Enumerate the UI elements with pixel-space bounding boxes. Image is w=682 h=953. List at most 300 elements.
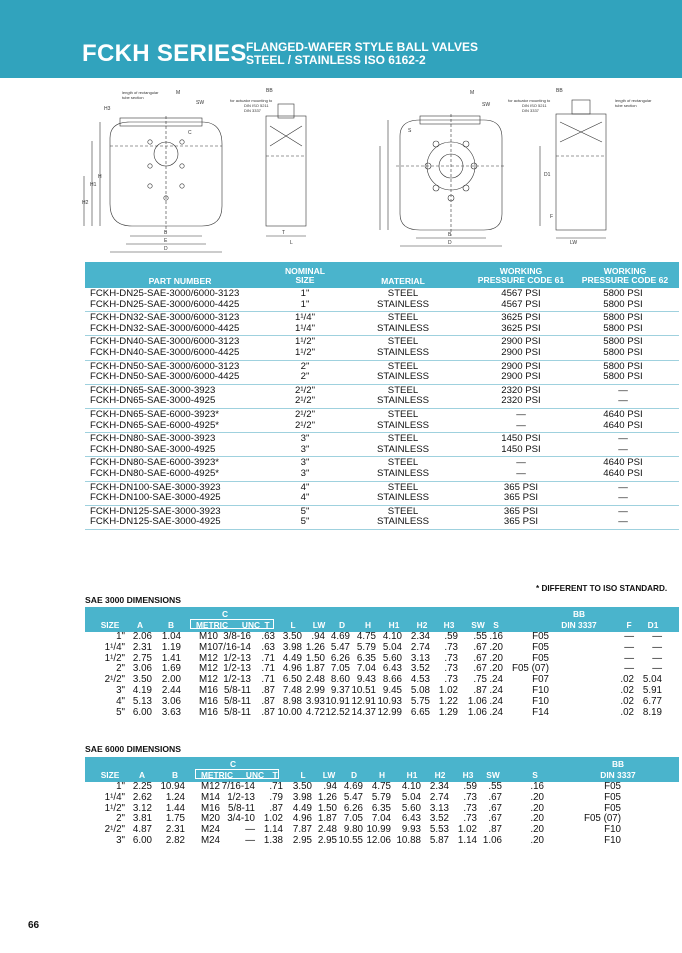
material: STEEL — [387, 408, 419, 420]
cell-d: 5.47 — [343, 791, 363, 803]
cell-d: 4.69 — [343, 781, 363, 792]
dim-sw: SW — [196, 100, 205, 106]
cell-unc: 7/16-14 — [221, 781, 255, 792]
cell-metric: M10 — [198, 641, 218, 653]
material: STAINLESS — [376, 492, 430, 504]
pressure-code-61: 2320 PSI — [501, 395, 541, 407]
cell-unc: 1/2-13 — [223, 674, 251, 686]
cell-lw: .94 — [311, 631, 325, 642]
pressure-code-62: 5800 PSI — [603, 346, 643, 358]
cell-h1: 9.93 — [401, 824, 421, 836]
dim-b-right: B — [448, 232, 452, 238]
cell-unc: 3/8-16 — [223, 631, 251, 642]
nominal-size: 1¹/2" — [295, 346, 315, 358]
cell-metric: M24 — [200, 834, 220, 846]
cell-unc: 1/2-13 — [227, 791, 255, 803]
left-side-view — [266, 104, 306, 236]
material: STAINLESS — [376, 443, 430, 455]
header-h: H — [364, 620, 372, 630]
parts-table-body — [85, 288, 679, 530]
cell-d1: 8.19 — [642, 706, 662, 718]
cell-a: 3.81 — [132, 813, 152, 825]
cell-h2: 5.75 — [410, 695, 430, 707]
sae3000-body — [85, 632, 679, 718]
cell-f: — — [624, 641, 634, 653]
iso-note: * DIFFERENT TO ISO STANDARD. — [536, 584, 668, 593]
cell-h: 12.06 — [366, 834, 391, 846]
part-number: FCKH-DN80-SAE-3000-4925 — [90, 443, 216, 455]
cell-a: 2.25 — [132, 781, 152, 792]
cell-sw: .87 — [488, 824, 502, 836]
cell-h2: 2.34 — [410, 631, 430, 642]
left-note-2: tube section — [122, 95, 144, 100]
material: STEEL — [387, 433, 419, 445]
dim-bb-left: BB — [266, 88, 273, 94]
cell-d1: 6.77 — [642, 695, 662, 707]
part-group — [85, 506, 679, 530]
nominal-size: 1" — [300, 288, 310, 299]
material: STAINLESS — [376, 371, 430, 383]
cell-bb: F10 — [532, 695, 549, 707]
part-group — [85, 288, 679, 312]
cell-h: 4.75 — [371, 781, 391, 792]
cell-t: .87 — [261, 706, 275, 718]
part-group — [85, 361, 679, 385]
pressure-code-62: 5800 PSI — [603, 312, 643, 324]
cell-h3: 1.14 — [457, 834, 477, 846]
sae6000-table — [85, 757, 679, 847]
cell-sw: .75 — [473, 674, 487, 686]
cell-size: 3" — [116, 684, 125, 696]
right-side-body — [556, 114, 606, 230]
pressure-code-62: 5800 PSI — [603, 298, 643, 310]
cell-lw: 2.48 — [317, 824, 337, 836]
cell-bb: F05 (07) — [583, 813, 621, 825]
header-metric: METRIC — [200, 770, 234, 780]
table-row — [85, 348, 679, 359]
nominal-size: 1¹/4" — [295, 312, 315, 324]
header-din3337: DIN 3337 — [561, 620, 597, 630]
cell-t: .63 — [261, 631, 275, 642]
cell-bb: F05 (07) — [511, 663, 549, 675]
cell-h: 7.04 — [371, 813, 391, 825]
part-number: FCKH-DN40-SAE-3000/6000-3123 — [90, 336, 240, 348]
table-row — [85, 372, 679, 383]
cell-unc: — — [245, 834, 255, 846]
cell-metric: M12 — [200, 781, 220, 792]
cell-bb: F14 — [532, 706, 549, 718]
pressure-code-62: 5800 PSI — [603, 336, 643, 348]
header-wp62-2: PRESSURE CODE 62 — [581, 275, 669, 285]
cell-sw: .67 — [488, 813, 502, 825]
cell-h1: 10.93 — [377, 695, 402, 707]
nominal-size: 2¹/2" — [295, 408, 315, 420]
cell-h: 6.35 — [371, 802, 391, 814]
page-header — [0, 0, 682, 78]
cell-unc: 5/8-11 — [223, 706, 251, 718]
cell-h1: 8.66 — [382, 674, 402, 686]
nominal-size: 4" — [300, 492, 310, 504]
cell-d1: 5.91 — [642, 684, 662, 696]
part-number: FCKH-DN32-SAE-3000/6000-3123 — [90, 312, 240, 324]
cell-h3: 1.22 — [438, 695, 458, 707]
cell-h3: 1.02 — [457, 824, 477, 836]
dim-d-right: D — [448, 240, 452, 246]
pressure-code-61: 2900 PSI — [501, 336, 541, 348]
cell-l: 4.49 — [282, 652, 302, 664]
cell-lw: .94 — [323, 781, 337, 792]
cell-d: 6.26 — [330, 652, 350, 664]
cell-l: 3.50 — [282, 631, 302, 642]
cell-l: 10.00 — [277, 706, 302, 718]
nominal-size: 2" — [300, 371, 310, 383]
pressure-code-61: — — [516, 457, 526, 469]
left-note-5: DIN 3337 — [244, 108, 261, 113]
cell-t: .71 — [261, 652, 275, 664]
cell-b: 1.75 — [165, 813, 185, 825]
cell-lw: 1.26 — [305, 641, 325, 653]
cell-d: 7.05 — [343, 813, 363, 825]
header-din3337: DIN 3337 — [600, 770, 636, 780]
cell-b: 10.94 — [160, 781, 185, 792]
pressure-code-61: 4567 PSI — [501, 298, 541, 310]
cell-h3: .73 — [444, 652, 458, 664]
cell-bb: F10 — [604, 834, 621, 846]
header-s: S — [493, 620, 499, 630]
cell-a: 3.50 — [132, 674, 152, 686]
part-number: FCKH-DN65-SAE-6000-4925* — [90, 419, 220, 431]
page-subtitle — [246, 41, 478, 67]
part-group — [85, 409, 679, 433]
pressure-code-62: 4640 PSI — [603, 467, 643, 479]
cell-d1: — — [652, 663, 662, 675]
table-row — [85, 793, 679, 804]
left-side-body — [266, 116, 306, 226]
cell-b: 1.44 — [165, 802, 185, 814]
cell-s: .20 — [489, 652, 503, 664]
sae6000-body — [85, 782, 679, 847]
cell-d1: — — [652, 652, 662, 664]
cell-bb: F10 — [604, 824, 621, 836]
table-row — [85, 289, 679, 300]
cell-l: 3.98 — [282, 641, 302, 653]
pressure-code-62: — — [618, 492, 628, 504]
material: STEEL — [387, 384, 419, 396]
table-row — [85, 396, 679, 407]
header-c: C — [221, 609, 229, 619]
header-bb: BB — [611, 759, 625, 769]
cell-sw: .67 — [488, 802, 502, 814]
part-group — [85, 482, 679, 506]
cell-metric: M16 — [200, 802, 220, 814]
cell-metric: M14 — [200, 791, 220, 803]
cell-h2: 4.53 — [410, 674, 430, 686]
subtitle-line-2: STEEL / STAINLESS ISO 6162-2 — [246, 53, 426, 67]
cell-s: .24 — [489, 695, 503, 707]
cell-size: 1¹/2" — [104, 652, 125, 664]
cell-a: 6.00 — [132, 834, 152, 846]
cell-bb: F07 — [532, 674, 549, 686]
cell-lw: 1.87 — [317, 813, 337, 825]
cell-l: 7.87 — [292, 824, 312, 836]
left-note-4: DIN ISO 5211 — [244, 103, 269, 108]
cell-s: .24 — [489, 706, 503, 718]
pressure-code-62: 4640 PSI — [603, 419, 643, 431]
cell-t: .79 — [269, 791, 283, 803]
right-front-view — [380, 114, 506, 246]
cell-a: 5.13 — [132, 695, 152, 707]
right-note-3: DIN 3337 — [522, 108, 539, 113]
cell-b: 1.04 — [161, 631, 181, 642]
part-group — [85, 433, 679, 457]
part-number: FCKH-DN100-SAE-3000-4925 — [90, 492, 221, 504]
part-number: FCKH-DN80-SAE-3000-3923 — [90, 433, 216, 445]
cell-h2: 2.34 — [429, 781, 449, 792]
pressure-code-61: 3625 PSI — [501, 312, 541, 324]
cell-a: 6.00 — [132, 706, 152, 718]
cell-f: — — [624, 652, 634, 664]
header-h2: H2 — [434, 770, 446, 780]
cell-a: 2.62 — [132, 791, 152, 803]
dim-m-right: M — [470, 90, 475, 96]
cell-h: 12.91 — [351, 695, 376, 707]
cell-lw: 1.50 — [305, 652, 325, 664]
cell-h2: 5.08 — [410, 684, 430, 696]
material: STEEL — [387, 505, 419, 517]
dim-h3: H3 — [104, 106, 111, 112]
cell-metric: M24 — [200, 824, 220, 836]
header-h: H — [378, 770, 386, 780]
cell-h1: 6.43 — [382, 663, 402, 675]
pressure-code-62: 4640 PSI — [603, 408, 643, 420]
part-number: FCKH-DN65-SAE-6000-3923* — [90, 408, 220, 420]
sae6000-header — [85, 757, 679, 782]
cell-f: — — [624, 663, 634, 675]
cell-sw: .87 — [473, 684, 487, 696]
cell-size: 3" — [116, 834, 125, 846]
header-f: F — [626, 620, 632, 630]
part-number: FCKH-DN32-SAE-3000/6000-4425 — [90, 322, 240, 334]
material: STAINLESS — [376, 467, 430, 479]
header-h3: H3 — [443, 620, 455, 630]
header-l: L — [290, 620, 296, 630]
sae3000-header — [85, 607, 679, 632]
part-number: FCKH-DN25-SAE-3000/6000-4425 — [90, 298, 240, 310]
cell-sw: .67 — [473, 652, 487, 664]
dim-b: B — [164, 230, 168, 236]
cell-h1: 9.45 — [382, 684, 402, 696]
cell-d1: — — [652, 631, 662, 642]
sae3000-title: SAE 3000 DIMENSIONS — [85, 595, 181, 605]
cell-sw: 1.06 — [467, 695, 487, 707]
nominal-size: 2" — [300, 360, 310, 372]
cell-h3: .73 — [463, 791, 477, 803]
cell-d: 5.47 — [330, 641, 350, 653]
pressure-code-61: 2900 PSI — [501, 346, 541, 358]
pressure-code-62: — — [618, 481, 628, 493]
dim-s: S — [408, 128, 412, 134]
cell-h1: 4.10 — [382, 631, 402, 642]
cell-metric: M10 — [198, 631, 218, 642]
nominal-size: 3" — [300, 467, 310, 479]
cell-t: .87 — [261, 695, 275, 707]
cell-s: .20 — [489, 663, 503, 675]
dim-h: H — [98, 174, 102, 180]
material: STEEL — [387, 481, 419, 493]
nominal-size: 2¹/2" — [295, 419, 315, 431]
cell-s: .20 — [530, 802, 544, 814]
cell-t: .71 — [269, 781, 283, 792]
cell-f: .02 — [620, 674, 634, 686]
header-sw: SW — [471, 620, 485, 630]
cell-t: 1.14 — [263, 824, 283, 836]
cell-size: 1" — [116, 781, 125, 792]
cell-h2: 2.74 — [410, 641, 430, 653]
cell-h2: 3.13 — [429, 802, 449, 814]
cell-h: 9.43 — [356, 674, 376, 686]
sae3000-table — [85, 607, 679, 718]
cell-unc: 7/16-14 — [217, 641, 251, 653]
cell-h: 5.79 — [356, 641, 376, 653]
dim-e: E — [164, 238, 168, 244]
part-group — [85, 457, 679, 481]
cell-metric: M16 — [198, 684, 218, 696]
cell-b: 2.82 — [165, 834, 185, 846]
technical-drawings — [70, 86, 670, 256]
part-number: FCKH-DN125-SAE-3000-4925 — [90, 516, 221, 528]
cell-lw: 4.72 — [305, 706, 325, 718]
pressure-code-62: 5800 PSI — [603, 288, 643, 299]
cell-h: 4.75 — [356, 631, 376, 642]
cell-l: 4.96 — [282, 663, 302, 675]
table-row — [85, 643, 679, 654]
cell-t: .87 — [269, 802, 283, 814]
cell-h: 10.51 — [351, 684, 376, 696]
subtitle-line-1: FLANGED-WAFER STYLE BALL VALVES — [246, 40, 479, 54]
cell-h2: 6.65 — [410, 706, 430, 718]
cell-unc: 1/2-13 — [223, 663, 251, 675]
nominal-size: 1¹/4" — [295, 322, 315, 334]
cell-l: 3.50 — [292, 781, 312, 792]
cell-h1: 5.60 — [401, 802, 421, 814]
cell-h2: 3.13 — [410, 652, 430, 664]
material: STAINLESS — [376, 346, 430, 358]
cell-d: 9.80 — [343, 824, 363, 836]
cell-h1: 5.04 — [401, 791, 421, 803]
nominal-size: 3" — [300, 443, 310, 455]
pressure-code-61: 3625 PSI — [501, 322, 541, 334]
cell-size: 1¹/4" — [104, 641, 125, 653]
header-part-number: PART NUMBER — [148, 276, 212, 286]
cell-unc: 5/8-11 — [223, 684, 251, 696]
table-row — [85, 324, 679, 335]
pressure-code-61: — — [516, 467, 526, 479]
cell-h1: 5.60 — [382, 652, 402, 664]
part-number: FCKH-DN25-SAE-3000/6000-3123 — [90, 288, 240, 299]
cell-a: 2.31 — [132, 641, 152, 653]
header-wp61-1: WORKING — [499, 266, 543, 276]
pressure-code-61: 2320 PSI — [501, 384, 541, 396]
material: STEEL — [387, 360, 419, 372]
cell-f: .02 — [620, 684, 634, 696]
cell-b: 1.19 — [161, 641, 181, 653]
pressure-code-62: 4640 PSI — [603, 457, 643, 469]
cell-d: 12.52 — [325, 706, 350, 718]
cell-a: 2.75 — [132, 652, 152, 664]
pressure-code-61: 1450 PSI — [501, 443, 541, 455]
table-row — [85, 410, 679, 421]
header-size-1: NOMINAL — [284, 266, 326, 276]
part-number: FCKH-DN50-SAE-3000/6000-4425 — [90, 371, 240, 383]
cell-h2: 2.74 — [429, 791, 449, 803]
metric-unc-box — [195, 769, 279, 779]
parts-table-header — [85, 262, 679, 288]
cell-lw: 3.93 — [305, 695, 325, 707]
cell-size: 1" — [116, 631, 125, 642]
cell-d: 10.55 — [338, 834, 363, 846]
cell-h3: .59 — [444, 631, 458, 642]
cell-bb: F05 — [532, 631, 549, 642]
pressure-code-61: 1450 PSI — [501, 433, 541, 445]
cell-lw: 1.50 — [317, 802, 337, 814]
table-row — [85, 469, 679, 480]
material: STAINLESS — [376, 322, 430, 334]
cell-metric: M12 — [198, 663, 218, 675]
cell-size: 1¹/2" — [104, 802, 125, 814]
nominal-size: 5" — [300, 505, 310, 517]
header-t: T — [264, 620, 270, 630]
table-row — [85, 300, 679, 311]
nominal-size: 3" — [300, 457, 310, 469]
header-size: SIZE — [100, 770, 120, 780]
cell-l: 2.95 — [292, 834, 312, 846]
part-number: FCKH-DN50-SAE-3000/6000-3123 — [90, 360, 240, 372]
header-h2: H2 — [416, 620, 428, 630]
cell-b: 1.41 — [161, 652, 181, 664]
page-number: 66 — [28, 920, 40, 931]
right-note-2: DIN ISO 5211 — [522, 103, 547, 108]
cell-h3: .73 — [444, 674, 458, 686]
metric-unc-box — [190, 619, 274, 629]
pressure-code-61: 365 PSI — [503, 492, 539, 504]
header-wp61-2: PRESSURE CODE 61 — [477, 275, 565, 285]
cell-unc: — — [245, 824, 255, 836]
cell-f: — — [624, 631, 634, 642]
cell-bb: F05 — [604, 791, 621, 803]
nominal-size: 4" — [300, 481, 310, 493]
cell-f: .02 — [620, 695, 634, 707]
cell-sw: .67 — [473, 641, 487, 653]
cell-metric: M16 — [198, 695, 218, 707]
cell-metric: M12 — [198, 674, 218, 686]
parts-table — [85, 262, 679, 530]
header-h1: H1 — [406, 770, 418, 780]
material: STEEL — [387, 336, 419, 348]
nominal-size: 2¹/2" — [295, 384, 315, 396]
pressure-code-61: 2900 PSI — [501, 360, 541, 372]
pressure-code-62: — — [618, 395, 628, 407]
cell-s: .16 — [530, 781, 544, 792]
cell-h: 5.79 — [371, 791, 391, 803]
cell-s: .20 — [530, 813, 544, 825]
cell-l: 3.98 — [292, 791, 312, 803]
cell-b: 2.31 — [165, 824, 185, 836]
cell-t: .71 — [261, 674, 275, 686]
cell-unc: 1/2-13 — [223, 652, 251, 664]
cell-sw: .55 — [473, 631, 487, 642]
cell-a: 4.87 — [132, 824, 152, 836]
part-number: FCKH-DN125-SAE-3000-3923 — [90, 505, 221, 517]
